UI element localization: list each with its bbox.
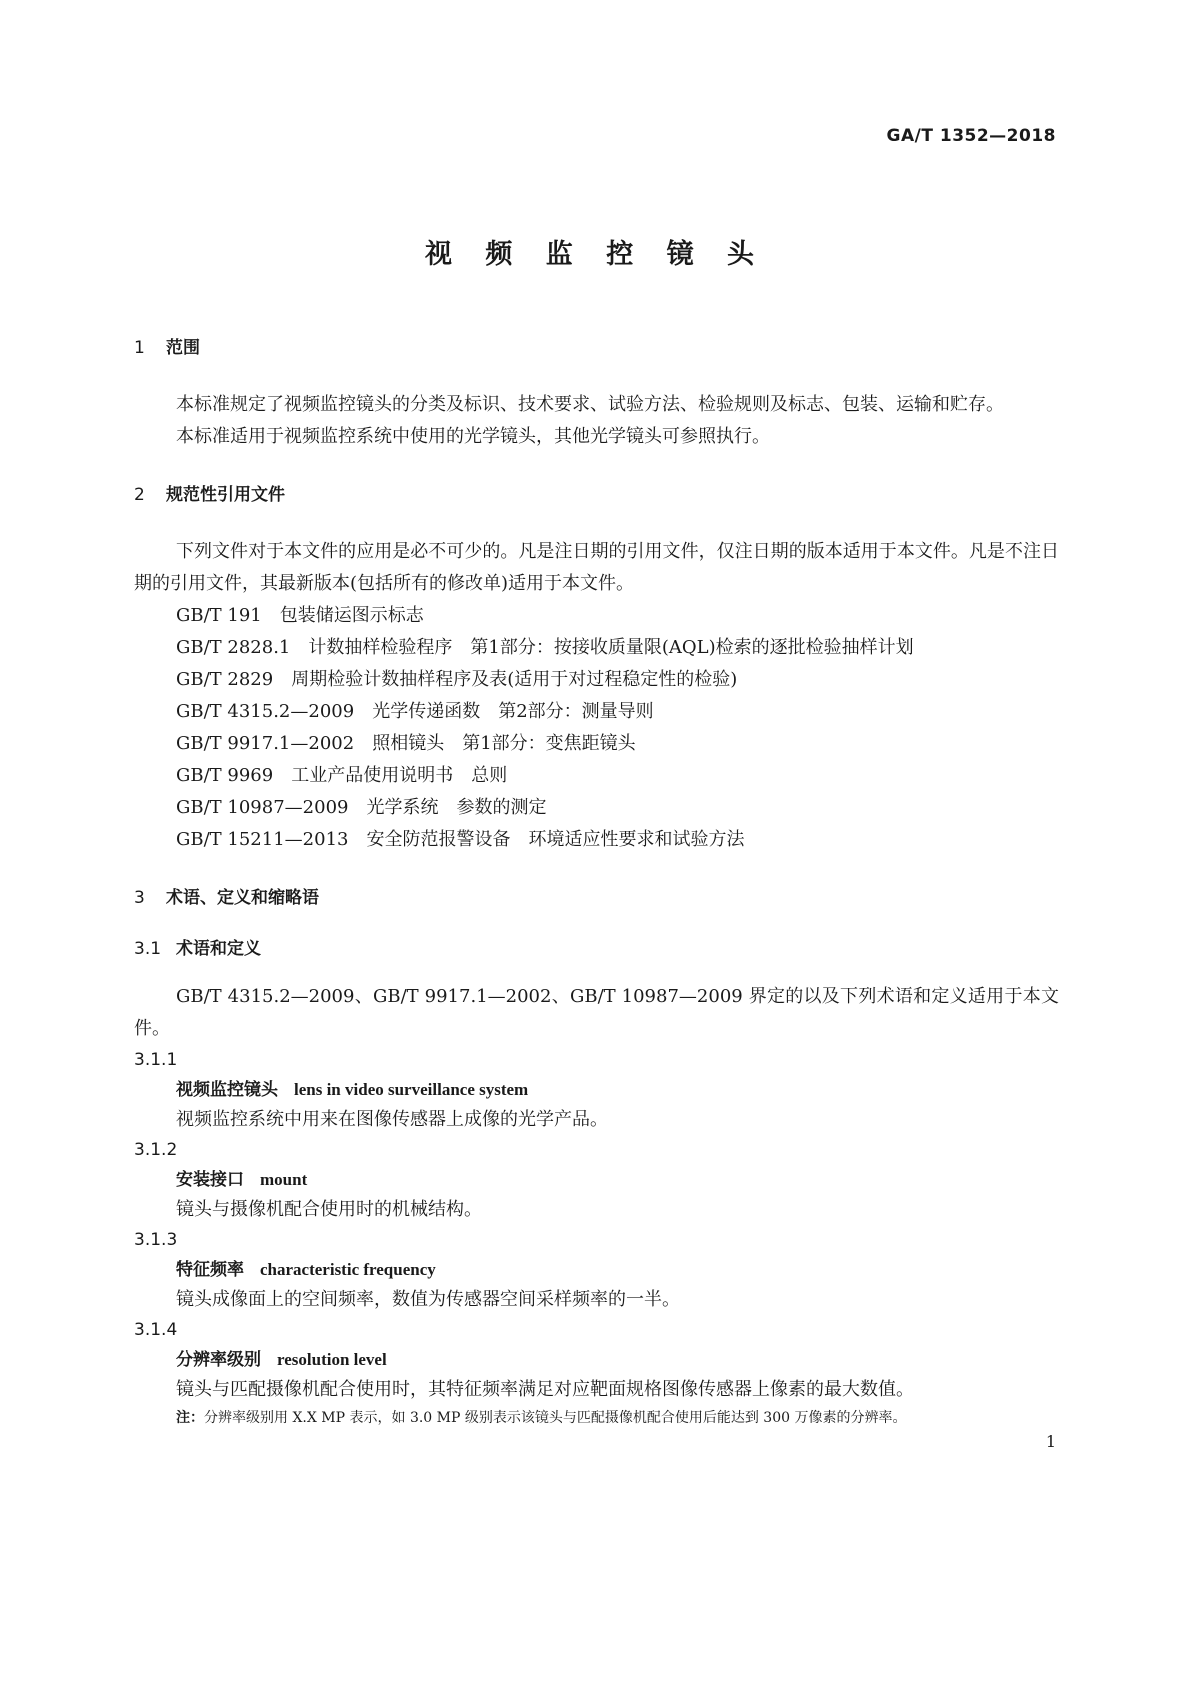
reference-code: GB/T 2828.1 <box>176 637 291 658</box>
section-number: 1 <box>134 338 145 358</box>
term-number: 3.1.2 <box>134 1140 178 1160</box>
reference-code: GB/T 2829 <box>176 669 274 690</box>
reference-code: GB/T 4315.2—2009 <box>176 701 355 722</box>
term-heading <box>134 1165 1059 1195</box>
reference-code: GB/T 15211—2013 <box>176 829 349 850</box>
reference-item <box>134 664 1059 696</box>
reference-item <box>134 632 1059 664</box>
section-title: 规范性引用文件 <box>166 485 285 505</box>
term-en: characteristic frequency <box>260 1260 436 1279</box>
term-heading <box>134 1255 1059 1285</box>
term-definition: 镜头与匹配摄像机配合使用时，其特征频率满足对应靶面规格图像传感器上像素的最大数值。 <box>176 1379 914 1400</box>
term-zh: 视频监控镜头 <box>176 1080 278 1100</box>
reference-name: 照相镜头 第1部分：变焦距镜头 <box>372 733 636 754</box>
section-number: 3 <box>134 888 145 908</box>
reference-item <box>134 824 1059 856</box>
reference-code: GB/T 10987—2009 <box>176 797 349 818</box>
term-number: 3.1.4 <box>134 1320 178 1340</box>
reference-code: GB/T 9917.1—2002 <box>176 733 355 754</box>
term-definition: 镜头成像面上的空间频率，数值为传感器空间采样频率的一半。 <box>176 1289 680 1310</box>
reference-item <box>134 600 1059 632</box>
reference-item <box>134 792 1059 824</box>
term-heading <box>134 1075 1059 1105</box>
reference-item <box>134 760 1059 792</box>
document-body <box>134 336 1059 1431</box>
reference-item <box>134 696 1059 728</box>
note-label: 注： <box>176 1410 204 1426</box>
standard-code: GA/T 1352—2018 <box>886 126 1056 146</box>
reference-code: GB/T 191 <box>176 605 262 626</box>
term-en: mount <box>260 1170 308 1189</box>
section-number: 2 <box>134 485 145 505</box>
term-zh: 特征频率 <box>176 1260 244 1280</box>
reference-item <box>134 728 1059 760</box>
paragraph: 本标准规定了视频监控镜头的分类及标识、技术要求、试验方法、检验规则及标志、包装、运输和贮存。 <box>176 394 1004 415</box>
term-number: 3.1.1 <box>134 1050 178 1070</box>
subsection-3-1-heading <box>134 937 1059 961</box>
term-en: lens in video surveillance system <box>294 1080 529 1099</box>
section-title: 术语、定义和缩略语 <box>166 888 319 908</box>
term-definition: 视频监控系统中用来在图像传感器上成像的光学产品。 <box>176 1109 608 1130</box>
reference-name: 光学系统 参数的测定 <box>366 797 547 818</box>
term-number: 3.1.3 <box>134 1230 178 1250</box>
note-text: 分辨率级别用 X.X MP 表示，如 3.0 MP 级别表示该镜头与匹配摄像机配合使用后能达到 300 万像素的分辨率。 <box>204 1410 907 1426</box>
term-heading <box>134 1345 1059 1375</box>
section-2-heading <box>134 483 1059 507</box>
term-en: resolution level <box>277 1350 387 1369</box>
paragraph: 本标准适用于视频监控系统中使用的光学镜头，其他光学镜头可参照执行。 <box>176 426 770 447</box>
reference-code: GB/T 9969 <box>176 765 274 786</box>
section-3-heading <box>134 886 1059 910</box>
subsection-number: 3.1 <box>134 939 162 959</box>
reference-name: 工业产品使用说明书 总则 <box>291 765 508 786</box>
reference-name: 光学传递函数 第2部分：测量导则 <box>372 701 654 722</box>
term-zh: 分辨率级别 <box>176 1350 261 1370</box>
term-definition: 镜头与摄像机配合使用时的机械结构。 <box>176 1199 482 1220</box>
term-zh: 安装接口 <box>176 1170 244 1190</box>
reference-name: 周期检验计数抽样程序及表(适用于对过程稳定性的检验) <box>291 669 738 690</box>
document-title: 视 频 监 控 镜 头 <box>425 239 766 270</box>
reference-name: 包装储运图示标志 <box>279 605 424 626</box>
section-1-heading <box>134 336 1059 360</box>
reference-name: 安全防范报警设备 环境适应性要求和试验方法 <box>366 829 745 850</box>
note <box>134 1405 1059 1431</box>
section-title: 范围 <box>166 338 200 358</box>
paragraph: GB/T 4315.2—2009、GB/T 9917.1—2002、GB/T 10987—2009 界定的以及下列术语和定义适用于本文件。 <box>134 986 1059 1039</box>
page-number: 1 <box>1045 1432 1056 1451</box>
paragraph: 下列文件对于本文件的应用是必不可少的。凡是注日期的引用文件，仅注日期的版本适用于本文件。凡是不注日期的引用文件，其最新版本(包括所有的修改单)适用于本文件。 <box>134 541 1059 594</box>
subsection-title: 术语和定义 <box>176 939 261 959</box>
reference-name: 计数抽样检验程序 第1部分：按接收质量限(AQL)检索的逐批检验抽样计划 <box>308 637 914 658</box>
